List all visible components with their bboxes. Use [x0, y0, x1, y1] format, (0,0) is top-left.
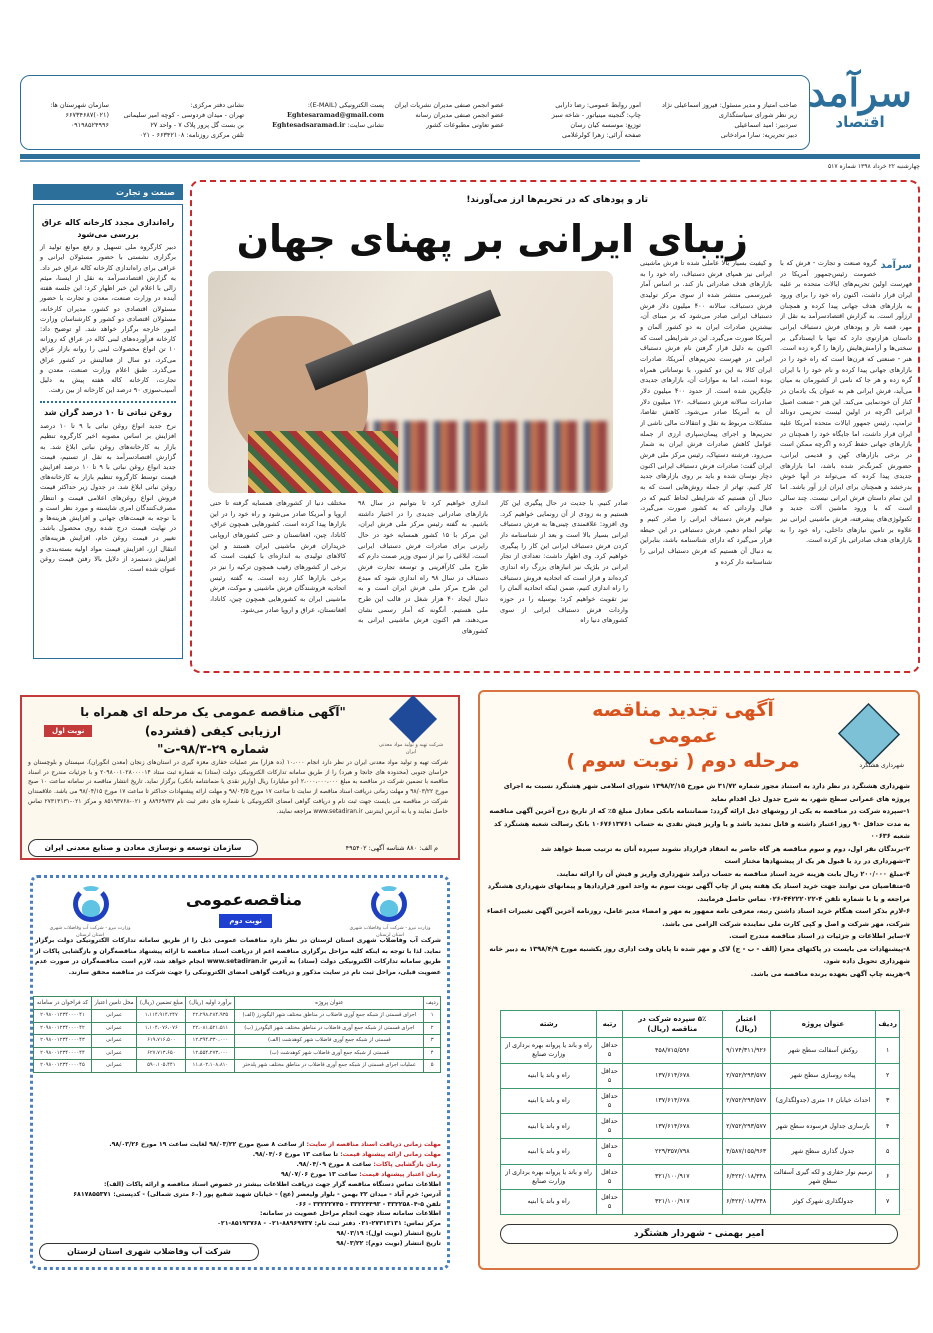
column-header: محل تامین اعتبار — [91, 997, 136, 1010]
table-cell: ۴۵۸/۷۱۵/۵۹۶ — [622, 1038, 722, 1063]
table-header-row — [501, 1011, 900, 1038]
table-cell: ۲۰۹۸۰۰۱۲۳۴۰۰۰۰۴۳ — [34, 1035, 92, 1048]
ad-title-line: آگهی تجدید مناقصه عمومی — [592, 699, 774, 747]
schedule-line — [35, 1150, 441, 1160]
schedule-label: مهلت زمانی دریافت اسناد مناقصه از سایت: — [306, 1141, 441, 1148]
ad-item: ۵-متقاضیان می توانند جهت خرید اسناد یک هفته پس از چاپ آگهی نوبت سوم به واحد امور قراردادها و پیمانهای شهرداری هشتگرد مراجعه و یا با شماره تلفن ۴-۴۴۲۲۲۰۲۲-۰۲۶ تماس حاصل فرمایند. — [487, 882, 910, 903]
story-title[interactable]: روغن نباتی تا ۱۰ درصد گران شد — [44, 408, 172, 418]
article-kicker: تار و پودهای که در تحریم‌ها ارز می‌آورند! — [466, 195, 648, 205]
story-body: نرخ جدید انواع روغن نباتی با ۹ تا ۱۰ درصد افزایش بر اساس مصوبه اخیر کارگروه تنظیم بازار به کارخانه‌های روغن نباتی ابلاغ شد. به گزارش اقتصادسرآمد به نقل از تسنیم، قیمت جدید انواع روغن نباتی با ۹ تا ۱۰ درصد افزایش قیمت توسط کارگروه تنظیم بازار به کارخانه‌های روغن نباتی ابلاغ شد. در جدول زیر حداکثر قیمت فروش انواع روغن‌های اعلامی قیمت و انتظار مصرف‌کنندگان امری شایسته و مورد نظر است و با توجه به قیمت‌های جهانی و افزایش هزینه‌ها و در نهایت قیمت درج شده روی محصول باشد. تغییر در قیمت روغن خام، افزایش هزینه‌های انتقال ارز، افزایش قیمت مواد اولیه بسته‌بندی و افزایش دستمزد از دلایل بالا رفتن قیمت روغن عنوان شده است. — [40, 422, 176, 574]
table-cell: ۹/۱۷۴/۳۱۱/۹۲۶ — [722, 1038, 770, 1063]
contact-line: تاریخ انتشار (نوبت دوم): ۹۸/۰۳/۲۲ — [336, 1240, 441, 1248]
staff-line: توزیع: موسسه کیان رسان — [570, 121, 641, 130]
staff-line: زیر نظر شورای سیاستگذاری — [718, 111, 797, 120]
schedule-label: زمان بازگشایی پاکات: — [373, 1160, 441, 1168]
table-row — [501, 1063, 900, 1088]
ad-title-line: مرحله دوم ( نوبت سوم ) — [566, 750, 800, 773]
logo-main: سرآمد — [808, 70, 912, 115]
table-cell: اجرای قسمتی از شبکه جمع آوری فاضلاب در مناطق مختلف شهر الیگودرز (ب) — [235, 1022, 424, 1035]
article-column-2 — [640, 258, 772, 668]
table-cell: ۷ — [876, 1189, 900, 1214]
tender-schedule — [35, 1140, 441, 1249]
staff-line: چاپ: گنجینه مینیاتور - شاخه سبز — [551, 111, 641, 120]
table-cell: حداقل ۵ — [597, 1063, 623, 1088]
table-cell: راه و باند یا پروانه بهره برداری از وزارت صنایع — [501, 1164, 597, 1189]
ad-impasco-tender — [20, 695, 460, 860]
ad-signature: شرکت آب وفاضلاب شهری استان لرستان — [39, 1243, 259, 1261]
ad-item: ۶-لازم بذکر است هنگام خرید اسناد داشتن رتبه، معرفی نامه ممهور به مهر و امضاء مدیر عامل، روزنامه آخرین آگهی تغییرات اعضاء شرکت، مهر شرکت و اصل و کپی کارت ملی نماینده شرکت الزامی می باشد. — [487, 907, 910, 928]
round-badge: نوبت دوم — [219, 914, 272, 928]
address-block — [119, 100, 244, 140]
table-cell: ۶ — [876, 1164, 900, 1189]
table-cell: ۱۲،۳۹۴،۳۳۰،۰۰۰ — [186, 1035, 235, 1048]
table-cell: ۲۰۹۸۰۰۱۲۳۴۰۰۰۰۴۲ — [34, 1022, 92, 1035]
schedule-value: ساعت ۱۳ مورخ ۹۸/۰۷/۰۶ — [280, 1170, 360, 1178]
masthead-divider-thin — [20, 160, 640, 162]
ad-item: ۷-سایر اطلاعات و جزئیات در اسناد مناقصه مندرج است. — [729, 932, 910, 941]
water-company-logo-icon — [371, 886, 407, 922]
address-line: نشانی دفتر مرکزی: — [190, 101, 244, 109]
ad-title — [558, 698, 808, 775]
projects-table — [500, 1010, 900, 1215]
table-cell: ۱۱،۸۰۲،۱۰۸،۸۱۰ — [186, 1060, 235, 1073]
contact-line: اطلاعات تماس دستگاه مناقصه گزار جهت دریافت اطلاعات بیشتر در خصوص اسناد مناقصه و ارائه پاکات (الف): — [103, 1180, 441, 1188]
staff-line: امور روابط عمومی: رضا دارابی — [555, 101, 641, 109]
site-row — [254, 120, 384, 130]
table-row — [501, 1164, 900, 1189]
column-text: و کیفیت بسیار بالا عاملی شده تا فرش ماشینی ایرانی نیز همپای فرش دستباف، راه خود را به بازارهای هدف صادراتی باز کند. بر اساس آمار غیررسمی منتشر شده از سوی مرکز تولیدی فرش دستباف، سالانه ۴۰۰ میلیون دلار فرش دستباف ایرانی صادر می‌شود که بر مبنای آن، بیشترین صادرات ایران به دو کشور آلمان و آمریکا صورت می‌گیرد. این در شرایطی است که اکنون به دلیل قرار گرفتن نام فرش دستباف ایرانی در فهرست تحریم‌های آمریکا، صادرات ایران کالا به این دو کشور، با نوساناتی همراه بوده است، اما به موازات آن، بازارهای جدیدی جایگزین شده است. از حدود ۴۰۰ میلیون دلار صادرات سالانه فرش دستباف، ۱۲۰ میلیون دلار آن به آمریکا صادر می‌شود. کاهش تقاضا، مشکلات مربوط به نقل و انتقالات مالی ناشی از تحریم‌ها و اجرای پیمان‌سپاری ارزی از جمله عوامل کاهش صادرات فرش ایران به شمار می‌رود. فرشته دستپاک، رئیس مرکز ملی فرش ایران گفت: صادرات فرش دستباف ایرانی اکنون دچار نوسان شده و باید بر روی بازارهای جدید کار کنیم. تهاتر از جمله روش‌هایی است که به دنبال آن هستیم که شرایطی لحاظ کنیم که در قبال وارداتی که به کشور صورت می‌گیرد، بتوانیم فرش دستباف ایرانی را صادر کنیم و تهاتر انجام دهیم. فرش دستبافی در این حیطه قرار می‌گیرد که دارای شناسنامه باشد، بنابراین به دنبال آن هستیم که فرش دستباف ایرانی را شناسنامه دار کرده و — [640, 259, 772, 566]
staff-list-2 — [511, 100, 641, 140]
table-row — [501, 1189, 900, 1214]
schedule-line — [35, 1170, 441, 1180]
email-label: پست الکترونیکی (E-MAIL): — [307, 101, 384, 109]
table-row — [501, 1038, 900, 1063]
ad-title — [58, 703, 368, 759]
contact-line: آدرس: خرم آباد - میدان ۲۲ بهمن - بلوار ولیعصر (عج) - خیابان شهید شفیع پور (۶۰ متری شمالی) - کدپستی: ۶۸۱۷۸۵۵۳۷۱ — [73, 1190, 441, 1198]
table-cell: ۳۲۱/۱۰۰/۹۱۷ — [622, 1164, 722, 1189]
staff-line: صفحه آرائی: زهرا کولرغلامی — [561, 131, 641, 140]
table-row — [34, 1035, 441, 1048]
contact-line: تلفن ۵-۳۳۲۲۵۸۰۴ - ۳۳۲۲۴۴۹۳ - ۳۳۲۲۲۷۴۵ - ۰۶۶ — [294, 1200, 441, 1208]
ad-body — [486, 780, 910, 980]
ad-item: ۸-پیشنهادات می بایست در پاکتهای مجزا (الف - ب - ج) لاک و مهر شده تا پایان وقت اداری روز یکشنبه مورخ ۱۳۹۸/۴/۹ به دبیر خانه شهرداری تحویل داده شود. — [489, 944, 910, 966]
table-cell: ۶/۴۲۲/۰۱۸/۳۴۸ — [722, 1189, 770, 1214]
table-cell: راه و باند یا پروانه بهره برداری از وزارت صنایع — [501, 1038, 597, 1063]
ad-signature: سازمان توسعه و نوسازی معادن و صنایع معدنی ایران — [28, 839, 258, 857]
table-cell: اجرای قسمتی از شبکه جمع آوری فاضلاب در مناطق مختلف شهر الیگودرز (الف) — [235, 1010, 424, 1023]
table-cell: ۲۰۹۸۰۰۱۲۳۴۰۰۰۰۴۵ — [34, 1060, 92, 1073]
main-article — [190, 180, 920, 673]
table-cell: ترمیم نوار حفاری و لکه گیری آسفالت سطح شهر — [770, 1164, 876, 1189]
table-cell: حداقل ۵ — [597, 1038, 623, 1063]
masthead-info-box — [20, 75, 810, 150]
table-row — [34, 1010, 441, 1023]
table-cell: جدول گذاری سطح شهر — [770, 1139, 876, 1164]
column-header: ۵٪ سپرده شرکت در مناقصه (ریال) — [622, 1011, 722, 1038]
column-header: ردیف — [424, 997, 441, 1010]
table-cell: ۲/۷۵۲/۲۹۳/۵۷۷ — [722, 1088, 770, 1113]
table-cell: ۲/۷۵۲/۲۹۳/۵۷۷ — [722, 1114, 770, 1139]
province-line: ۰۹۱۹۸۵۲۴۹۹۶ — [70, 121, 109, 130]
article-column-5 — [210, 498, 346, 668]
table-cell: ۵ — [876, 1139, 900, 1164]
table-cell: راه و باند یا ابنیه — [501, 1189, 597, 1214]
table-cell: ۵ — [424, 1060, 441, 1073]
table-row — [34, 1047, 441, 1060]
province-line: (۰۲۱)۶۶۷۳۴۶۸۷ — [65, 111, 109, 120]
table-cell: حداقل ۵ — [597, 1164, 623, 1189]
contact-line: اطلاعات سامانه ستاد جهت انجام مراحل عضویت در سامانه: — [260, 1210, 441, 1218]
table-cell: ۱۳۷/۶۱۴/۶۷۸ — [622, 1114, 722, 1139]
ad-item: ۳-شهرداری در رد یا قبول هر یک از پیشنهادها مختار است — [724, 857, 910, 866]
membership-line: عضو انجمن صنفی مدیران نشریات ایران — [394, 101, 504, 109]
table-cell: ۱۳۷/۶۱۴/۶۷۸ — [622, 1063, 722, 1088]
membership-line: عضو انجمن صنفی مدیران رسانه — [415, 111, 504, 120]
staff-list — [647, 100, 797, 140]
table-cell: ۴/۵۸۷/۱۵۵/۹۶۳ — [722, 1139, 770, 1164]
masthead-divider — [20, 154, 920, 159]
table-cell: عمرانی — [91, 1060, 136, 1073]
section-header — [33, 184, 183, 200]
table-cell: ۵۹۰،۱۰۵،۴۴۱ — [137, 1060, 186, 1073]
column-header: اعتبار (ریال) — [722, 1011, 770, 1038]
story-title[interactable]: راه‌اندازی مجدد کارخانه کاله عراق بررسی می‌شود — [41, 218, 175, 239]
ad-item: ۱-سپرده شرکت در مناقصه به یکی از روشهای ذیل ارائه گردد: ضمانتنامه بانکی معادل مبلغ ۵٪ که از تاریخ درج آخرین آگهی مناقصه به مدت حداقل ۹۰ روز اعتبار داشته و قابل تمدید باشد و یا واریز فیش نقدی به حساب ۱۰۶۷۶۱۳۷۶۱ بانک رسالت شعبه هشتگرد کد شعبه ۰۰۶۳۶ — [489, 807, 910, 841]
table-cell: راه و باند یا ابنیه — [501, 1114, 597, 1139]
schedule-label: مهلت زمانی ارائه پیشنهاد قیمت: — [340, 1150, 441, 1158]
table-cell: احداث خیابان ۱۶ متری (جدولگذاری) — [770, 1088, 876, 1113]
table-row — [501, 1088, 900, 1113]
table-cell: بازسازی جداول فرسوده سطح شهر — [770, 1114, 876, 1139]
ad-item: ۴-مبلغ ۲۰۰/۰۰۰ ریال بابت هزینه خرید اسناد مناقصه به حساب درآمد شهرداری واریز و فیش آن را ارائه نمایند. — [556, 869, 910, 878]
staff-line: صاحب امتیاز و مدیر مسئول: فیروز اسماعیلی نژاد — [661, 101, 797, 109]
site-link[interactable]: Eghtesadsaramad.ir — [272, 121, 346, 130]
table-cell: عمرانی — [91, 1010, 136, 1023]
table-cell: ۲۰۹۸۰۰۱۲۳۴۰۰۰۰۴۴ — [34, 1047, 92, 1060]
table-cell: ۲۲،۲۹۸،۲۸۴،۹۳۵ — [186, 1010, 235, 1023]
schedule-value: از ساعت ۸ صبح مورخ ۹۸/۰۳/۲۲ لغایت ساعت ۱۹ مورخ ۹۸/۰۳/۲۶. — [109, 1141, 307, 1148]
table-cell: ۲۲۹/۳۵۷/۷۹۸ — [622, 1139, 722, 1164]
section-title: صنعت و تجارت — [116, 188, 175, 197]
address-line: تلفن مرکزی روزنامه: ۶۶۳۴۲۱۰۸ - ۰۲۱ — [139, 131, 244, 140]
table-cell: عمرانی — [91, 1047, 136, 1060]
schedule-value: تا ساعت ۱۳ مورخ ۹۸/۰۴/۰۶. — [252, 1150, 341, 1158]
sidebar-box — [33, 204, 183, 659]
ad-title-line: شماره ۲۹-۹۸/۳-ت" — [157, 742, 269, 757]
sleeve-image-part — [248, 431, 398, 493]
table-cell: ۲۲،۰۸۱،۵۲۱،۵۱۱ — [186, 1022, 235, 1035]
logo-sub: اقتصاد — [835, 113, 885, 131]
table-cell: ۱۳۷/۶۱۴/۶۷۸ — [622, 1088, 722, 1113]
column-text: مختلف دنیا از کشورهای همسایه گرفته تا حتی اروپا و آمریکا صادر می‌شود و راه خود را در این بازارها پیدا کرده است. کشورهایی همچون عراق، کانادا، چین، افغانستان و حتی کشورهای اروپایی خریداران فرش ماشینی ایران هستند و این کالاهای تولیدی به اندازه‌ای با کیفیت است که برخی از کشورهای رقیب همچون ترکیه را نیز در برخی بازارها کنار زده است. به گفته رئیس اتحادیه فروشندگان فرش ماشینی و موکت، فرش ماشینی ایران به کشورهایی همچون چین، کانادا، افغانستان، عراق و اروپا صادر می‌شود. — [210, 499, 346, 614]
address-line: بن بست گل پرور پلاک ۷ - واحد ۲۷ — [150, 121, 244, 130]
table-cell: ۱۲،۵۵۴،۲۷۳،۰۰۰ — [186, 1047, 235, 1060]
ad-title: مناقصه‌عمومی — [185, 890, 302, 909]
column-header: مبلغ تضمین (ریال) — [137, 997, 186, 1010]
table-cell: ۴ — [876, 1114, 900, 1139]
schedule-label: زمان اعتبار پیشنهاد قیمت: — [359, 1170, 441, 1178]
table-cell: ۳۲۱/۱۰۰/۹۱۷ — [622, 1189, 722, 1214]
column-header: ردیف — [876, 1011, 900, 1038]
contact-web — [254, 100, 384, 130]
column-header: عنوان پروژه — [770, 1011, 876, 1038]
column-header: عنوان پروژه — [235, 997, 424, 1010]
table-header-row — [34, 997, 441, 1010]
table-cell: قسمتی از شبکه جمع آوری فاضلاب شهر کوهدشت (الف) — [235, 1035, 424, 1048]
ad-intro: شرکت آب وفاضلاب شهری استان لرستان در نظر دارد مناقصات عمومی ذیل را از طریق سامانه تدارکات الکترونیکی دولت برگزار نماید. لذا با توجه به اینکه کلیه مراحل برگزاری مناقصه اعم از دریافت اسناد مناقصه تا ارائه پیشنهاد مناقصه‌گران و بازگشایی پاکات از طریق سامانه تدارکات الکترونیکی دولت (ستاد) به آدرس www.setadiran.ir انجام خواهد شد، لازم است مناقصه‌گران در صورت عدم عضویت قبلی، مراحل ثبت نام در سایت مذکور و دریافت گواهی امضای الکترونیکی را جهت شرکت در مناقصه محقق سازند. — [35, 937, 441, 976]
table-row — [34, 1060, 441, 1073]
hashtgerd-emblem-icon — [838, 703, 900, 765]
article-photo-carpet-weaving — [208, 271, 613, 493]
table-cell: روکش آسفالت سطح شهر — [770, 1038, 876, 1063]
column-text: گروه صنعت و تجارت - فرش که با خصومت رئیس‌جمهور آمریکا در فهرست اولین تحریم‌های ایالات متحده بر علیه ایران قرار داشت، اکنون راه خود را برای ورود به بازارهای هدف جهانی پیدا کرده و همچنان ارزآور است. به گزارش اقتصادسرآمد به نقل از مهر، قصه تار و پودهای فرش دستباف ایرانی داستان هزارتوی دارد که تنها با ایستادگی بر سختی‌ها و آرامش‌هایش رازها را گره زده است. هنر - صنعتی که قرن‌ها است که راه خود را در بازارهای جهانی پیدا کرده و نام خود را با ایران گره زده و هر جا که نامی از کشورمان به میان می‌آید، فرش ایرانی هم به عنوان یک یادمان در کنار آن خودنمایی می‌کند. این هنر - صنعت اصیل ایرانی اگرچه در اولین لیست تحریمی دونالد ترامپ، رئیس جمهور ایالات متحده آمریکا علیه ایران قرار داشت، اما جایگاه خود را همچنان در بازارهای جهانی حفظ کرده و اگرچه ممکن است در برخی بازارهای کهن و قدیمی ایرانی، حضورش کمرنگ‌تر شده باشد، اما بازارهای جدیدی پیدا کرده که می‌تواند در آنها خوش بدرخشد و همچنان برای ایران ارز آور باشد. اما این تمام داستان فرش ایرانی نیست. چند سالی است که با ورود ماشین آلات جدید و تکنولوژی‌های پیشرفته، فرش ماشینی ایرانی نیز علاوه بر تامین نیازهای داخلی، راه خود را به بازارهای هدف صادراتی باز کرده است. — [780, 259, 912, 545]
ad-item: ۹-هزینه چاپ آگهی بعهده برنده مناقصه می باشد. — [750, 969, 910, 978]
table-cell: ۴ — [424, 1047, 441, 1060]
schedule-value: ساعت ۸ مورخ ۹۸/۰۴/۰۹. — [296, 1160, 374, 1168]
ad-meta: م الف: ۸۸۰ شناسه آگهی: ۴۹۵۴۰۲ — [345, 844, 438, 852]
table-cell: راه و باند یا ابنیه — [501, 1063, 597, 1088]
round-badge: نوبت اول — [44, 725, 92, 737]
table-cell: راه و باند یا ابنیه — [501, 1088, 597, 1113]
ad-item: ۲-برندگان نفر اول، دوم و سوم مناقصه هر گاه حاضر به انعقاد قرارداد نشوند سپرده آنان به ترتیب ضبط خواهد شد — [540, 844, 910, 853]
article-headline[interactable]: زیبای ایرانی بر پهنای جهان — [236, 217, 748, 261]
table-cell: ۳ — [876, 1088, 900, 1113]
table-row — [501, 1139, 900, 1164]
column-header: رشته — [501, 1011, 597, 1038]
table-row — [501, 1114, 900, 1139]
table-cell: ۱ — [876, 1038, 900, 1063]
table-cell: ۱،۱۰۴،۰۷۶،۰۷۶ — [137, 1022, 186, 1035]
staff-line: دبیر تحریریه: سارا مرادخانی — [720, 131, 797, 140]
ad-lorestan-water-tender — [30, 875, 450, 1270]
staff-line: سردبیر: امید اسماعیلی — [734, 121, 797, 130]
column-header: رتبه — [597, 1011, 623, 1038]
table-cell: ۶/۴۲۲/۰۱۸/۳۴۸ — [722, 1164, 770, 1189]
article-column-4 — [358, 498, 488, 668]
mini-logo: سرآمد — [880, 260, 912, 271]
table-cell: ۶۲۷،۷۱۳،۶۵۰ — [137, 1047, 186, 1060]
column-text: صادر کنیم. با جدیت در حال پیگیری این کار هستیم و به زودی از آن رونمایی خواهیم کرد. وی افزود: علاقمندی چینی‌ها به فرش دستباف ایرانی بسیار بالا است و بعد از شناسنامه دار کردن فرش دستباف ایرانی این کار را پیگیری خواهیم کرد. وی اظهار داشت: تعدادی از تجار ایرانی در بلژیک نیز انبارهای بزرگ راه اندازی کرده‌اند و قرار است که اتحادیه فروش دستباف را راه اندازی کنیم، ضمن اینکه اتحادیه آلمان را نیز تقویت خواهیم کرد؛ بوسیله را در حوزه واردات فرش دستباف ایرانی از سوی کشورهای دنیا راه — [500, 499, 628, 625]
email-link[interactable]: Eghtesaramad@gmail.com — [286, 111, 384, 120]
article-column-1 — [780, 258, 912, 668]
memberships — [389, 100, 504, 130]
news-sidebar — [33, 184, 183, 664]
ad-hashtgerd-tender — [478, 690, 920, 1270]
table-cell: عملیات اجرای قسمتی از شبکه جمع آوری فاضلاب در مناطق مختلف شهر پلدختر — [235, 1060, 424, 1073]
logo-caption: وزارت نیرو - شرکت آب وفاضلاب شهری استان لرستان — [349, 926, 431, 938]
table-cell: پیاده روسازی سطح شهر — [770, 1063, 876, 1088]
table-cell: ۱،۱۱۴،۹۱۴،۲۴۷ — [137, 1010, 186, 1023]
site-label: نشانی سایت: — [347, 121, 384, 130]
table-cell: ۲/۷۵۲/۲۹۳/۵۷۷ — [722, 1063, 770, 1088]
address-line: تهران - میدان فردوسی - کوچه امیر سلیمانی — [123, 111, 244, 120]
ad-signature: امیر بهمنی - شهردار هشتگرد — [500, 1224, 898, 1244]
table-cell: ۱ — [424, 1010, 441, 1023]
table-cell: حداقل ۵ — [597, 1189, 623, 1214]
water-company-logo-icon — [73, 886, 109, 922]
table-row — [34, 1022, 441, 1035]
column-text: اندازی خواهیم کرد تا بتوانیم در سال ۹۸ بازارهای صادراتی جدیدی را در اختیار داشته باشیم. به گفته رئیس مرکز ملی فرش ایران، این مرکز با ۱۵ کشور همسایه خود در حال رایزنی برای صادرات فرش دستباف ایرانی است. ابلاغی را نیز از سوی وزیر صمت دارم که طرح ملی کارآفرینی و توسعه تجارت فرش دستباف در سال ۹۸ راه اندازی شود که مبدع این طرح مرکز ملی فرش ایران است و به دنبال ایجاد ۴۰ هزار شغل در قالب این طرح ملی هستیم. آنگونه که آمار رسمی نشان می‌دهند، هم اکنون فرش ماشینی ایرانی به کشورهای — [358, 499, 488, 636]
table-cell: حداقل ۵ — [597, 1088, 623, 1113]
article-column-3 — [500, 498, 628, 668]
masthead — [20, 70, 920, 180]
table-cell: حداقل ۵ — [597, 1139, 623, 1164]
logo-caption: وزارت نیرو - شرکت آب وفاضلاب شهری استان لرستان — [49, 926, 131, 938]
story-body: دبیر کارگروه ملی تسهیل و رفع موانع تولید از برگزاری نشستی با حضور مسئولان ایرانی و عراقی برای راه‌اندازی کارخانه کاله عراق خبر داد. به گزارش اقتصادسرآمد به نقل از ایسنا، میثم زالی با اعلام این خبر اظهار کرد: این جلسه هفته آینده در وزارت صنعت، معدن و تجارت با حضور مسئولان اقتصادی دو کشور، مدیران کارخانه، مسئولان اقتصادی دو کشور و کارشناسان وزارت امور خارجه برگزار خواهد شد. او توضیح داد: کارخانه فرآورده‌های لبنی کاله در عراق که روزانه ۱۰ تن انواع محصولات لبنی را روانه بازار عراق می‌کرد، دو سال از فعالیتش در کشور عراق می‌گذرد. طبق اعلام وزارت صنعت، معدن و تجارت، کارخانه کاله هفته پیش به دلیل آسیب‌سوزی ۹۰ درصد این کارخانه از بین رفت. — [40, 243, 176, 395]
table-cell: ۲ — [876, 1063, 900, 1088]
emblem-caption: شهرداری هشتگرد — [859, 762, 904, 769]
table-cell: قسمتی از شبکه جمع آوری فاضلاب شهر کوهدشت (ب) — [235, 1047, 424, 1060]
table-cell: عمرانی — [91, 1022, 136, 1035]
contact-line: مرکز تماس: ۲۷۳۱۳۱۳۱-۰۲۱ دفتر ثبت نام: ۸۸۹۶۹۷۳۷-۰۲۱ - ۸۵۱۹۳۷۶۸-۰۲۱ — [217, 1220, 441, 1228]
table-cell: جدولگذاری شهرک کوثر — [770, 1189, 876, 1214]
table-cell: ۳ — [424, 1035, 441, 1048]
table-cell: ۲ — [424, 1022, 441, 1035]
membership-line: عضو تعاونی مطبوعات کشور — [426, 121, 504, 130]
issue-date: چهارشنبه ۲۲ خرداد ۱۳۹۸ شماره ۵۱۷ — [827, 163, 920, 170]
province-line: سازمان شهرستان ها: — [50, 101, 109, 109]
logo-caption: شرکت تهیه و تولید مواد معدنی ایران — [378, 742, 444, 756]
impasco-logo-icon — [389, 695, 437, 743]
ad-body: شرکت تهیه و تولید مواد معدنی ایران در نظر دارد انجام ۱۰،۰۰۰ (ده هزار) متر عملیات حفاری مغزه گیری در استان‌های زنجان (معدن انگوران)، سیستان و بلوچستان و خراسان جنوبی (محدوده های جانجا و هیرد) را از طریق سامانه تدارکات الکترونیکی دولت (ستاد) به شماره ثبت ستاد ۲۰۹۸۰۰۱۰۲۸۰۰۰۰۱۴ و با جزئیات مندرج در اسناد مناقصه با تضمین شرکت در مناقصه به مبلغ ۲،۰۰۰،۰۰۰،۰۰۰ (دو میلیارد) ریال (واریز نقدی یا ضمانتنامه بانکی) برگزار نماید. تاریخ انتشار مناقصه در سامانه ساعت ۱۰ صبح مورخ ۹۸/۰۳/۲۲ و مهلت زمانی دریافت اسناد مناقصه از سایت تا ساعت ۱۷ مورخ ۹۸/۰۴/۵ و مهلت ارائه پیشنهادات حداکثر تا ساعت ۱۷ مورخ ۹۸/۰۴/۱۵ می باشد. علاقمندان شرکت در مناقصه می بایست جهت ثبت نام و دریافت گواهی امضای الکترونیکی با شماره های دفتر ثبت نام ۸۸۹۶۹۷۳۷ و ۰۲۱-۸۵۱۹۳۷۶۸ و مرکز ۰۲۱-۲۷۳۱۳۱۳۱ تماس حاصل نمایند و یا به آدرس اینترنتی www.setadiran.ir مراجعه نمایند. — [28, 760, 449, 815]
story-divider — [40, 401, 176, 403]
schedule-line — [35, 1140, 441, 1150]
table-cell: ۶۱۹،۷۱۶،۵۰۰ — [137, 1035, 186, 1048]
column-header: کد فراخوان در سامانه — [34, 997, 92, 1010]
newspaper-logo — [800, 70, 920, 154]
table-cell: راه و باند یا ابنیه — [501, 1139, 597, 1164]
contact-line: تاریخ انتشار (نوبت اول): ۹۸/۰۳/۱۹ — [336, 1230, 441, 1238]
table-cell: عمرانی — [91, 1035, 136, 1048]
table-cell: ۲۰۹۸۰۰۱۲۳۴۰۰۰۰۴۱ — [34, 1010, 92, 1023]
ad-title-line: "آگهی مناقصه عمومی یک مرحله ای همراه با ارزیابی کیفی (فشرده) — [80, 705, 346, 738]
projects-table — [33, 996, 441, 1073]
column-header: برآورد اولیه (ریال) — [186, 997, 235, 1010]
ad-intro: شهرداری هشتگرد در نظر دارد به استناد مجوز شماره ۳۱/۷۲ ش مورخ ۱۳۹۸/۲/۱۵ شورای اسلامی شهر هشتگرد نسبت به اجرای پروژه های عمرانی سطح شهر، به شرح جدول ذیل اقدام نماید — [503, 782, 910, 803]
schedule-line — [35, 1160, 441, 1170]
province-contacts — [29, 100, 109, 130]
table-cell: حداقل ۵ — [597, 1114, 623, 1139]
